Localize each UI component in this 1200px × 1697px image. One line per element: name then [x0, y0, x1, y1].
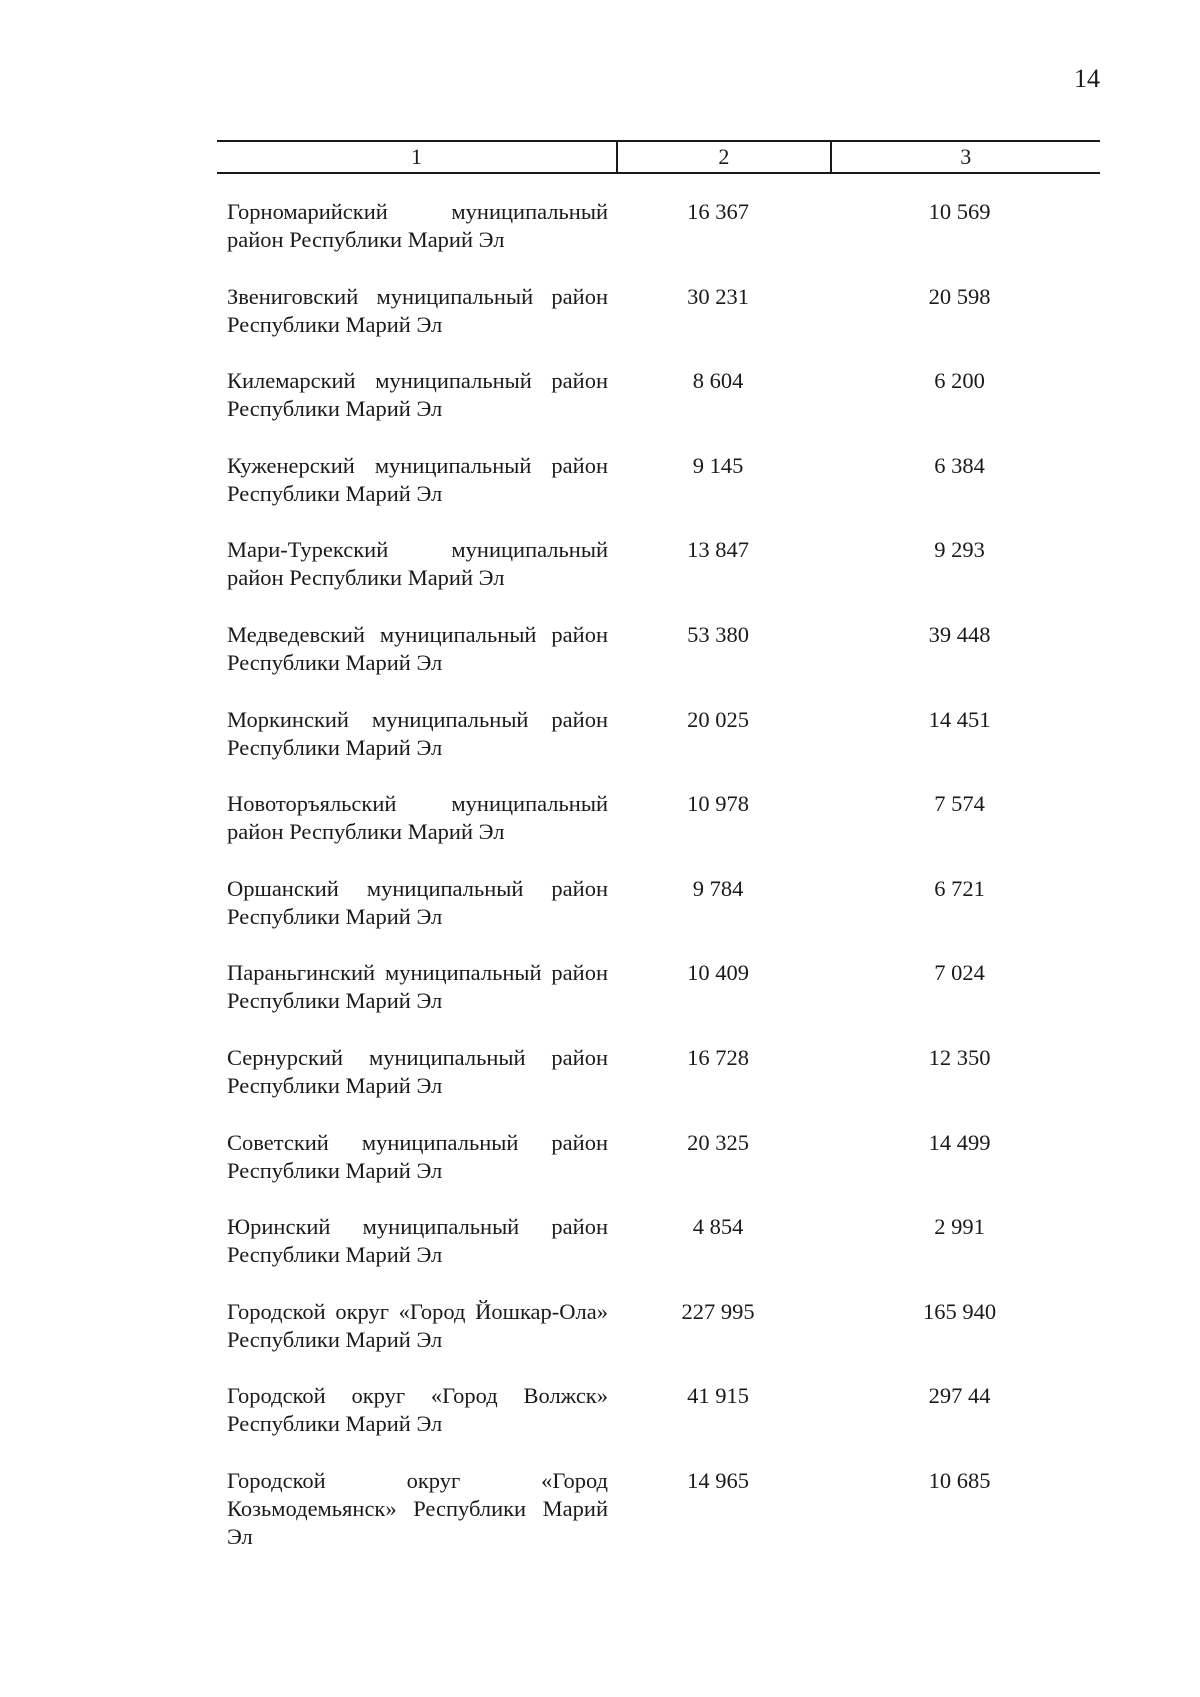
- table-body: [227, 198, 1100, 1552]
- column-2-value: 30 231: [687, 283, 749, 309]
- column-3-value: 6 384: [934, 452, 985, 478]
- column-3-value: 165 940: [922, 1298, 997, 1324]
- table-row: [227, 1382, 1100, 1467]
- municipality-name: Моркинский муниципальный район Республики Марий Эл: [227, 706, 608, 760]
- column-3-value: 14 499: [928, 1129, 991, 1155]
- column-3-value: 9 293: [934, 537, 985, 563]
- column-2-value: 227 995: [681, 1298, 755, 1324]
- municipality-name: Горномарийский муниципальный район Республики Марий Эл: [227, 199, 608, 252]
- column-3-value: 10 685: [928, 1467, 991, 1493]
- table-row: [227, 1213, 1100, 1298]
- column-2-value: 10 978: [687, 791, 749, 817]
- municipality-name: Оршанский муниципальный район Республики Марий Эл: [227, 875, 608, 929]
- column-2-value: 16 728: [687, 1044, 749, 1070]
- municipality-name: Сернурский муниципальный район Республики Марий Эл: [227, 1044, 608, 1098]
- column-3-value: 12 350: [928, 1044, 991, 1070]
- table-header: [217, 140, 1100, 174]
- municipality-name: Юринский муниципальный район Республики Марий Эл: [227, 1214, 608, 1268]
- table-row: [227, 1129, 1100, 1214]
- municipality-name: Мари-Турекский муниципальный район Республики Марий Эл: [227, 537, 608, 591]
- table-row: [227, 1298, 1100, 1383]
- column-2-value: 41 915: [687, 1383, 749, 1409]
- column-2-value: 20 325: [687, 1129, 749, 1155]
- column-header-3: 3: [830, 142, 1100, 172]
- municipality-name: Городской округ «Город Йошкар-Ола» Республики Марий Эл: [227, 1298, 608, 1352]
- table-row: [227, 621, 1100, 706]
- column-3-value: 7 024: [934, 960, 985, 986]
- column-3-value: 7 574: [934, 791, 985, 817]
- column-2-value: 9 145: [692, 452, 744, 478]
- municipality-name: Новоторъяльский муниципальный район Республики Марий Эл: [227, 791, 608, 845]
- municipality-name: Городской округ «Город Волжск» Республики Марий Эл: [227, 1383, 608, 1437]
- municipality-name: Городской округ «Город Козьмодемьянск» Республики Марий Эл: [227, 1467, 608, 1549]
- column-header-1: 1: [411, 144, 423, 169]
- page-number: 14: [1074, 64, 1100, 93]
- table-row: [227, 367, 1100, 452]
- column-3-value: 14 451: [928, 706, 991, 732]
- column-2-value: 14 965: [687, 1467, 749, 1493]
- column-3-value: 297 44: [928, 1383, 991, 1409]
- column-2-value: 9 784: [692, 875, 744, 901]
- table-row: [227, 198, 1100, 283]
- column-2-value: 53 380: [687, 621, 749, 647]
- municipality-name: Килемарский муниципальный район Республики Марий Эл: [227, 368, 608, 422]
- table-row: [227, 959, 1100, 1044]
- table-row: [227, 790, 1100, 875]
- column-3-value: 20 598: [928, 283, 991, 309]
- table-row: [227, 283, 1100, 368]
- column-2-value: 16 367: [687, 199, 749, 224]
- column-2-value: 20 025: [687, 706, 749, 732]
- municipality-name: Медведевский муниципальный район Республики Марий Эл: [227, 621, 608, 675]
- column-3-value: 39 448: [928, 621, 991, 647]
- table-row: [227, 452, 1100, 537]
- column-2-value: 13 847: [687, 537, 749, 563]
- column-2-value: 8 604: [692, 368, 744, 394]
- column-2-value: 10 409: [687, 960, 749, 986]
- table-row: [227, 1044, 1100, 1129]
- column-3-value: 6 721: [934, 875, 985, 901]
- municipality-name: Звениговский муниципальный район Республики Марий Эл: [227, 283, 608, 337]
- column-3-value: 2 991: [934, 1214, 985, 1240]
- table-row: [227, 1467, 1100, 1552]
- column-header-2: 2: [616, 142, 830, 172]
- municipality-name: Советский муниципальный район Республики Марий Эл: [227, 1129, 608, 1183]
- column-3-value: 10 569: [928, 199, 991, 224]
- municipality-name: Параньгинский муниципальный район Республики Марий Эл: [227, 960, 608, 1014]
- table-row: [227, 706, 1100, 791]
- column-3-value: 6 200: [934, 368, 985, 394]
- column-2-value: 4 854: [692, 1214, 744, 1240]
- table-row: [227, 875, 1100, 960]
- municipality-name: Куженерский муниципальный район Республики Марий Эл: [227, 452, 608, 506]
- table-row: [227, 536, 1100, 621]
